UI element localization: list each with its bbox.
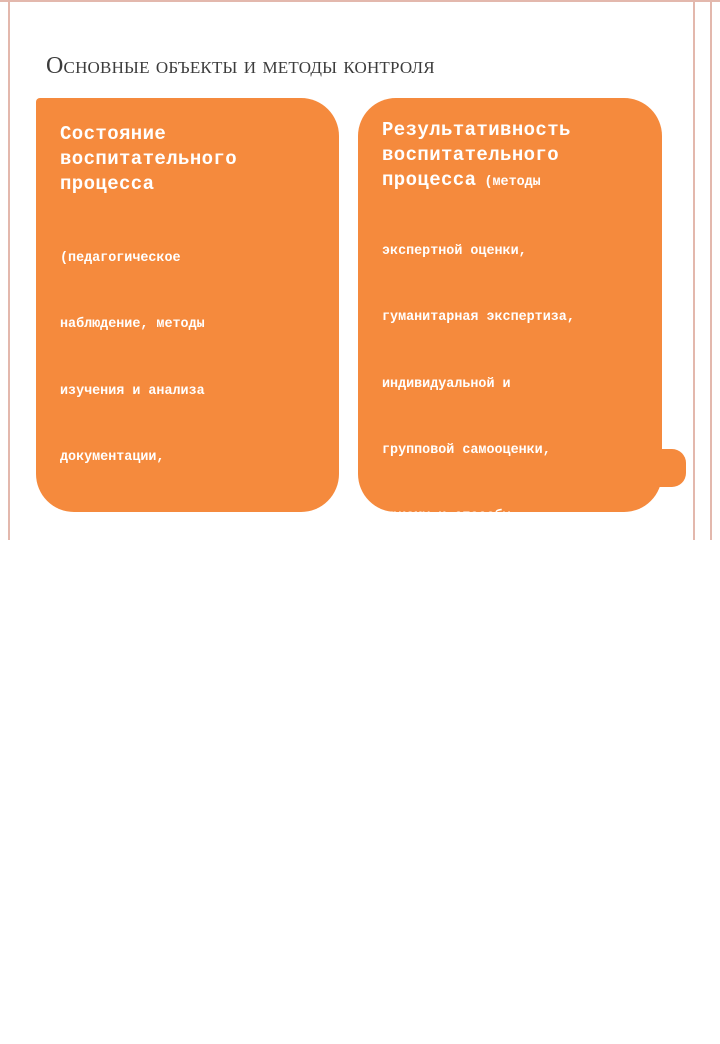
right-body-line: анализа продуктов [382,575,519,591]
left-body-line: документации, [60,450,165,466]
right-body-line-text: полученных [382,909,471,924]
right-heading-line: Результативность [382,119,571,141]
left-body-line: (педагогическое [60,251,181,267]
left-body-line: общения и деятельности, [60,715,253,731]
left-body-line: методики исследования [60,582,229,598]
right-body-line: творческой деятельности [382,641,567,657]
left-body-line: анализа и самоанализа [60,914,229,929]
right-heading-line: воспитательного [382,144,560,166]
frame-line-right-inner [710,0,712,540]
right-body-tail-large: результатов [470,906,577,924]
frame-line-left [8,0,10,540]
right-body-last-line: и др.) [382,974,438,993]
right-body-line: приемы и способы [382,509,511,525]
frame-line-right-outer [693,0,695,540]
frame-line-top [0,0,720,2]
left-body-line: состояния отношений, [60,648,221,664]
left-card-body [60,204,329,1044]
left-body-line: проведенных дел и др. ) [60,980,245,996]
right-body-line: гуманитарная экспертиза, [382,310,575,326]
right-body-line [382,904,654,928]
right-body-line: индивидуальной и [382,376,511,392]
left-body-line: способы коллективного и [60,781,245,797]
left-card-heading [60,122,329,197]
right-heading-line [382,168,654,195]
left-heading-line: воспитательного [60,148,238,170]
right-card-heading [382,118,654,195]
right-card-body [382,197,654,1039]
right-body-line: учащихся, тестирование, [382,708,567,724]
slide-title: Основные объекты и методы контроля [46,53,435,79]
left-heading-line: Состояние [60,123,167,145]
right-card [358,98,662,993]
right-body-line: групповой самооценки, [382,443,551,459]
left-body-line: изучения и анализа [60,383,205,399]
right-heading-tail: (методы [476,175,541,190]
left-heading-line: процесса [60,173,155,195]
left-card [36,98,339,996]
left-body-line: индивидуального [60,847,181,863]
right-heading-line-text: процесса [382,169,477,191]
right-body-line: экспертной оценки, [382,244,527,260]
left-body-line: наблюдение, методы [60,317,205,333]
left-body-line: диагностические [60,516,181,532]
right-body-line: методы математическо- [382,774,551,790]
right-body-line: статистической обработки [382,840,575,856]
